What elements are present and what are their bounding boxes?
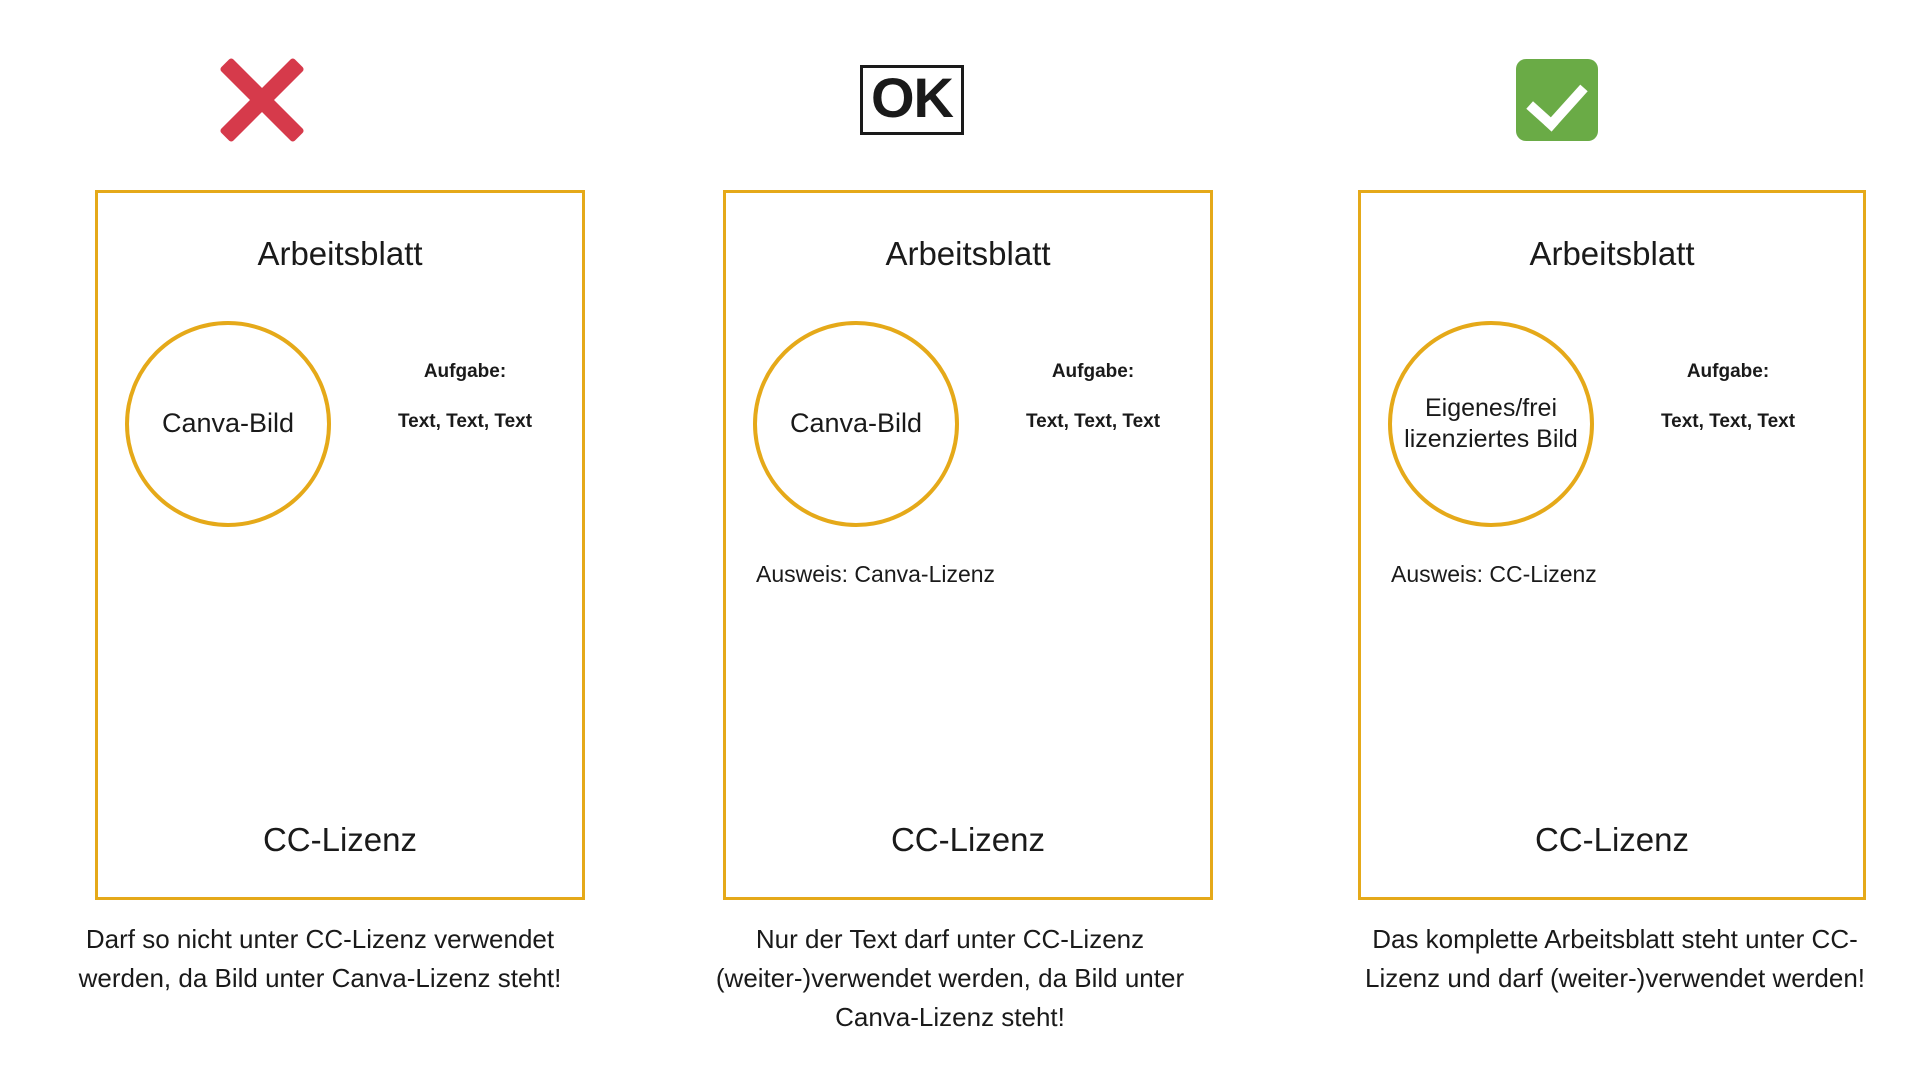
column-not-allowed	[40, 0, 600, 1080]
task-block	[1623, 361, 1833, 433]
column-caption: Das komplette Arbeitsblatt steht unter CC-Lizenz und darf (weiter-)verwendet werden!	[1364, 924, 1866, 993]
worksheet-title: Arbeitsblatt	[257, 235, 423, 272]
image-circle	[125, 321, 331, 527]
license-note: Ausweis: CC-Lizenz	[1391, 561, 1597, 587]
worksheet-card-3	[1358, 190, 1866, 900]
image-circle-label: Canva-Bild	[789, 408, 923, 439]
worksheet-card-2	[723, 190, 1213, 900]
status-mark-cross	[0, 40, 542, 160]
status-mark-ok	[632, 40, 1192, 160]
license-note: Ausweis: Canva-Lizenz	[756, 561, 996, 587]
worksheet-title: Arbeitsblatt	[885, 235, 1051, 272]
worksheet-license-footer: CC-Lizenz	[1534, 821, 1690, 858]
status-mark-check	[1277, 40, 1837, 160]
worksheet-card-1	[95, 190, 585, 900]
task-text: Text, Text, Text	[1025, 411, 1161, 432]
task-title: Aufgabe:	[1051, 361, 1135, 382]
task-block	[360, 361, 570, 433]
task-title: Aufgabe:	[423, 361, 507, 382]
column-caption: Darf so nicht unter CC-Lizenz verwendet werden, da Bild unter Canva-Lizenz steht!	[78, 924, 562, 993]
ok-box-icon: OK	[860, 65, 964, 135]
red-cross-icon	[216, 54, 308, 146]
image-circle-label: Canva-Bild	[161, 408, 295, 439]
column-caption: Nur der Text darf unter CC-Lizenz (weiter-)verwendet werden, da Bild unter Canva-Lizenz steht!	[715, 924, 1185, 1032]
task-text: Text, Text, Text	[397, 411, 533, 432]
green-check-icon	[1516, 59, 1598, 141]
task-title: Aufgabe:	[1686, 361, 1770, 382]
image-circle-label: Eigenes/frei lizenziertes Bild	[1404, 393, 1578, 453]
worksheet-license-footer: CC-Lizenz	[262, 821, 418, 858]
image-circle	[1388, 321, 1594, 527]
column-allowed	[1305, 0, 1865, 1080]
task-text: Text, Text, Text	[1660, 411, 1796, 432]
column-ok	[670, 0, 1230, 1080]
task-block	[988, 361, 1198, 433]
worksheet-title: Arbeitsblatt	[1529, 235, 1695, 272]
worksheet-license-footer: CC-Lizenz	[890, 821, 1046, 858]
image-circle	[753, 321, 959, 527]
